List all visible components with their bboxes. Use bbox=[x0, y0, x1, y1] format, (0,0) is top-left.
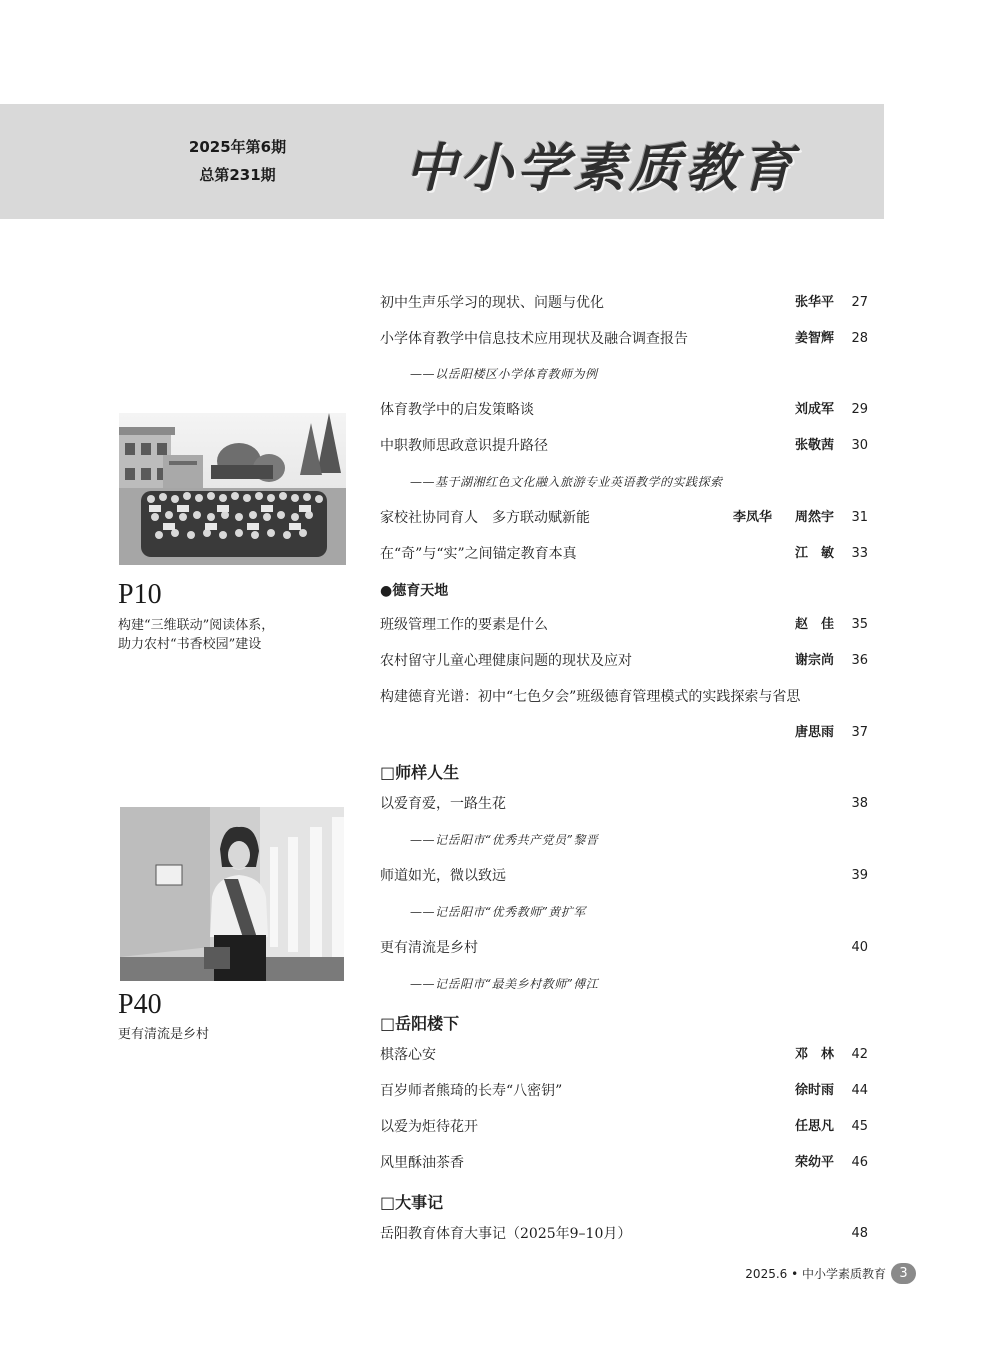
toc-author: 周然宇 bbox=[794, 510, 834, 525]
toc-author: 谢宗尚 bbox=[794, 653, 834, 668]
toc-page: 38 bbox=[851, 796, 868, 811]
toc-author: 邓 林 bbox=[794, 1047, 834, 1062]
toc-title: 小学体育教学中信息技术应用现状及融合调查报告 bbox=[380, 331, 688, 347]
toc-page: 35 bbox=[851, 617, 868, 632]
toc-entry[interactable] bbox=[380, 1079, 868, 1103]
section-heading: □岳阳楼下 bbox=[380, 1014, 460, 1033]
toc-page: 33 bbox=[851, 546, 868, 561]
toc-page: 42 bbox=[851, 1047, 868, 1062]
toc-title: 农村留守儿童心理健康问题的现状及应对 bbox=[380, 653, 632, 669]
toc-author: 唐思雨 bbox=[794, 725, 834, 740]
toc-entry[interactable] bbox=[380, 434, 868, 458]
toc-subtitle: ——记岳阳市“优秀共产党员”黎晋 bbox=[410, 833, 599, 847]
toc-title: 更有清流是乡村 bbox=[380, 940, 478, 956]
toc-entry[interactable] bbox=[380, 864, 868, 888]
toc-page: 28 bbox=[851, 331, 868, 346]
feature-page-number: P10 bbox=[118, 579, 162, 610]
magazine-masthead: 中小学素质教育 bbox=[405, 138, 798, 199]
toc-entry[interactable] bbox=[380, 936, 868, 960]
toc-author: 荣幼平 bbox=[794, 1155, 834, 1170]
toc-page: 45 bbox=[851, 1119, 868, 1134]
toc-author: 李凤华 bbox=[732, 510, 772, 525]
toc-entry[interactable] bbox=[380, 613, 868, 637]
page-number-badge: 3 bbox=[891, 1263, 916, 1284]
toc-author: 张华平 bbox=[794, 295, 834, 310]
toc-author: 张敬茜 bbox=[794, 438, 834, 453]
toc-author: 姜智辉 bbox=[794, 331, 834, 346]
toc-author: 任思凡 bbox=[794, 1119, 834, 1134]
toc-title: 班级管理工作的要素是什么 bbox=[380, 617, 548, 633]
toc-subtitle-row bbox=[380, 470, 868, 494]
toc-page: 39 bbox=[851, 868, 868, 883]
toc-subtitle: ——记岳阳市“最美乡村教师”傅江 bbox=[410, 977, 599, 991]
total-issue-number: 总第231期 bbox=[199, 166, 276, 184]
feature-caption bbox=[118, 616, 348, 654]
toc-subtitle: ——基于湖湘红色文化融入旅游专业英语教学的实践探索 bbox=[410, 475, 723, 489]
feature-photo-teacher bbox=[120, 807, 344, 981]
toc-page: 40 bbox=[851, 940, 868, 955]
toc-subtitle-row bbox=[380, 972, 868, 996]
toc-subtitle: ——记岳阳市“优秀教师”黄扩军 bbox=[410, 905, 586, 919]
toc-page: 48 bbox=[851, 1226, 868, 1241]
toc-entry[interactable] bbox=[380, 1222, 868, 1246]
toc-page: 37 bbox=[851, 725, 868, 740]
feature-caption bbox=[118, 1025, 348, 1044]
toc-entry[interactable] bbox=[380, 792, 868, 816]
toc-title: 中职教师思政意识提升路径 bbox=[380, 438, 548, 454]
toc-author: 徐时雨 bbox=[794, 1083, 834, 1098]
toc-page: 46 bbox=[851, 1155, 868, 1170]
toc-page: 31 bbox=[851, 510, 868, 525]
feature-caption-line: 构建“三维联动”阅读体系， bbox=[118, 618, 275, 633]
toc-entry[interactable] bbox=[380, 1151, 868, 1175]
toc-title: 构建德育光谱：初中“七色夕会”班级德育管理模式的实践探索与省思 bbox=[380, 689, 801, 705]
toc-title: 岳阳教育体育大事记（2025年9–10月） bbox=[380, 1226, 632, 1242]
feature-page-number: P40 bbox=[118, 989, 162, 1020]
toc-title: 家校社协同育人 多方联动赋新能 bbox=[380, 510, 590, 526]
toc-entry[interactable] bbox=[380, 685, 868, 709]
toc-entry[interactable] bbox=[380, 1043, 868, 1067]
toc-subtitle-row bbox=[380, 362, 868, 386]
toc-title: 初中生声乐学习的现状、问题与优化 bbox=[380, 295, 604, 311]
toc-entry[interactable] bbox=[380, 649, 868, 673]
toc-subtitle-row bbox=[380, 900, 868, 924]
toc-title: 以爱为炬待花开 bbox=[380, 1119, 478, 1135]
toc-title: 在“奇”与“实”之间锚定教育本真 bbox=[380, 546, 577, 562]
toc-entry[interactable] bbox=[380, 398, 868, 422]
toc-page: 44 bbox=[851, 1083, 868, 1098]
toc-title: 以爱育爱，一路生花 bbox=[380, 796, 506, 812]
toc-title: 体育教学中的启发策略谈 bbox=[380, 402, 534, 418]
toc-page: 29 bbox=[851, 402, 868, 417]
feature-caption-line: 更有清流是乡村 bbox=[118, 1027, 210, 1042]
toc-page: 27 bbox=[851, 295, 868, 310]
section-heading: □大事记 bbox=[380, 1193, 444, 1212]
toc-title: 棋落心安 bbox=[380, 1047, 436, 1063]
toc-entry[interactable] bbox=[380, 506, 868, 530]
toc-entry[interactable] bbox=[380, 542, 868, 566]
toc-page: 36 bbox=[851, 653, 868, 668]
feature-caption-line: 助力农村“书香校园”建设 bbox=[118, 637, 262, 652]
toc-entry[interactable] bbox=[380, 327, 868, 351]
toc-title: 百岁师者熊琦的长寿“八密钥” bbox=[380, 1083, 563, 1099]
section-heading: ●德育天地 bbox=[380, 583, 449, 599]
toc-entry-continued[interactable] bbox=[380, 721, 868, 745]
issue-number: 2025年第6期 bbox=[188, 138, 287, 156]
toc-author: 江 敏 bbox=[794, 546, 834, 561]
toc-entry[interactable] bbox=[380, 291, 868, 315]
toc-page: 30 bbox=[851, 438, 868, 453]
feature-photo-students bbox=[119, 413, 346, 565]
toc-title: 师道如光，微以致远 bbox=[380, 868, 506, 884]
toc-author: 刘成军 bbox=[794, 402, 834, 417]
toc-entry[interactable] bbox=[380, 1115, 868, 1139]
toc-title: 风里酥油茶香 bbox=[380, 1155, 464, 1171]
toc-subtitle: ——以岳阳楼区小学体育教师为例 bbox=[410, 367, 598, 381]
toc-subtitle-row bbox=[380, 828, 868, 852]
section-heading: □师样人生 bbox=[380, 763, 460, 782]
toc-author: 赵 佳 bbox=[794, 617, 834, 632]
footer-text: 2025.6 • 中小学素质教育 bbox=[745, 1267, 886, 1281]
